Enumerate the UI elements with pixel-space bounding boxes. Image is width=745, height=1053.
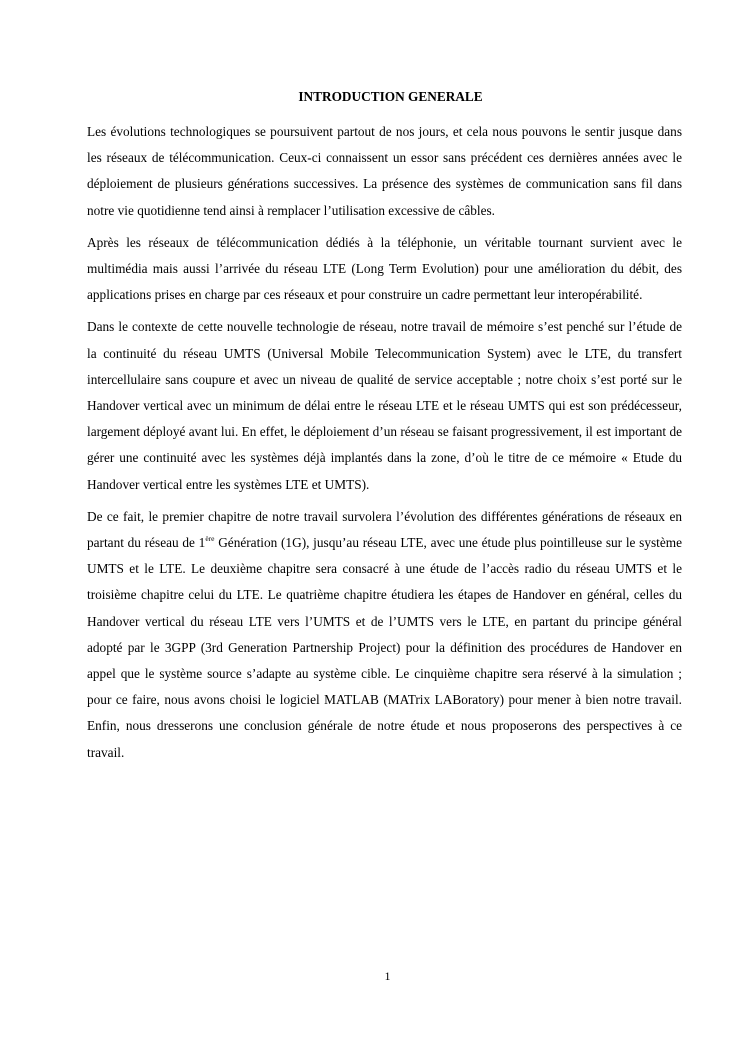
superscript-ere: ère xyxy=(205,534,215,544)
paragraph-1: Les évolutions technologiques se poursuivent partout de nos jours, et cela nous pouvons le sentir jusque dans les réseaux de télécommunication. Ceux-ci connaissent un essor sans précédent ces dernières années avec le déploiement de plusieurs générations successives. La présence des systèmes de communication sans fil dans notre vie quotidienne tend ainsi à remplacer l’utilisation excessive de câbles. xyxy=(87,124,682,218)
page-title: INTRODUCTION GENERALE xyxy=(298,89,483,104)
paragraph-4-start: De ce fait, le premier chapitre de notre travail survolera l’évolution des différentes générations de réseaux en partant du réseau de 1 xyxy=(87,508,682,551)
paragraph-2: Après les réseaux de télécommunication dédiés à la téléphonie, un véritable tournant survient avec le multimédia mais aussi l’arrivée du réseau LTE (Long Term Evolution) pour une amélioration du débit, des applications prises en charge par ces réseaux et pour construire un cadre permettant leur interopérabilité. xyxy=(87,234,682,303)
document-page xyxy=(87,87,682,772)
paragraph-4 xyxy=(87,504,682,766)
paragraph-3: Dans le contexte de cette nouvelle technologie de réseau, notre travail de mémoire s’est penché sur l’étude de la continuité du réseau UMTS (Universal Mobile Telecommunication System) avec le LTE, du transfert intercellulaire sans coupure et avec un niveau de qualité de service acceptable ; notre choix s’est porté sur le Handover vertical avec un minimum de délai entre le réseau LTE et le réseau UMTS qui est son prédécesseur, largement déployé avant lui. En effet, le déploiement d’un réseau se faisant progressivement, il est important de gérer une continuité avec les systèmes déjà implantés dans la zone, d’où le titre de ce mémoire « Etude du Handover vertical entre les systèmes LTE et UMTS). xyxy=(87,319,682,492)
paragraph-4-rest: Génération (1G), jusqu’au réseau LTE, avec une étude plus pointilleuse sur le système UMTS et le LTE. Le deuxième chapitre sera consacré à une étude de l’accès radio du réseau UMTS et le troisième chapitre celui du LTE. Le quatrième chapitre étudiera les étapes de Handover en général, celles du Handover vertical du réseau LTE vers l’UMTS et de l’UMTS vers le LTE, en partant du principe général adopté par le 3GPP (3rd Generation Partnership Project) pour la définition des procédures de Handover en appel que le système source s’adapte au système cible. Le cinquième chapitre sera réservé à la simulation ; pour ce faire, nous avons choisi le logiciel MATLAB (MATrix LABoratory) pour mener à bien notre travail. Enfin, nous dresserons une conclusion générale de notre étude et nous proposerons des perspectives à ce travail. xyxy=(87,535,682,760)
page-number: 1 xyxy=(384,969,391,983)
